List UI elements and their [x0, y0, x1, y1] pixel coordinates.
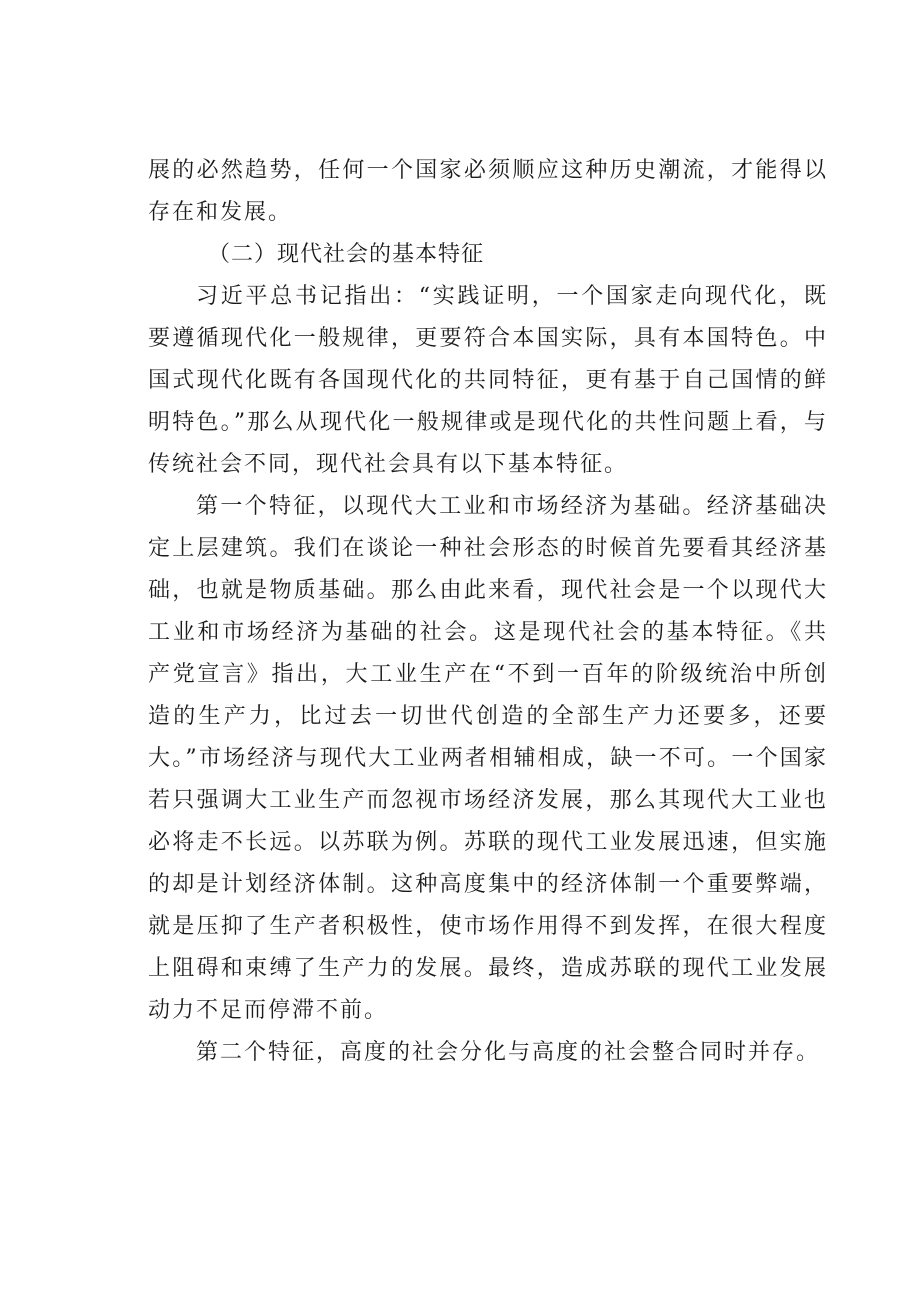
paragraph-quote: 习近平总书记指出：“实践证明，一个国家走向现代化，既要遵循现代化一般规律，更要符合本国实际，具有本国特色。中国式现代化既有各国现代化的共同特征，更有基于自己国情的鲜明特色。”那么从现代化一般规律或是现代化的共性问题上看，与传统社会不同，现代社会具有以下基本特征。 — [148, 284, 828, 477]
section-heading: （二）现代社会的基本特征 — [208, 242, 485, 267]
paragraph-feature-one: 第一个特征，以现代大工业和市场经济为基础。经济基础决定上层建筑。我们在谈论一种社会形态的时候首先要看其经济基础，也就是物质基础。那么由此来看，现代社会是一个以现代大工业和市场经济为基础的社会。这是现代社会的基本特征。《共产党宣言》指出，大工业生产在“不到一百年的阶级统治中所创造的生产力，比过去一切世代创造的全部生产力还要多，还要大。”市场经济与现代大工业两者相辅相成，缺一不可。一个国家若只强调大工业生产而忽视市场经济发展，那么其现代大工业也必将走不长远。以苏联为例。苏联的现代工业发展迅速，但实施的却是计划经济体制。这种高度集中的经济体制一个重要弊端，就是压抑了生产者积极性，使市场作用得不到发挥，在很大程度上阻碍和束缚了生产力的发展。最终，造成苏联的现代工业发展动力不足而停滞不前。 — [148, 494, 828, 1023]
paragraph-continuation: 展的必然趋势，任何一个国家必须顺应这种历史潮流，才能得以存在和发展。 — [148, 158, 828, 225]
document-body — [148, 150, 828, 1074]
paragraph-feature-two: 第二个特征，高度的社会分化与高度的社会整合同时并存。 — [196, 1040, 821, 1065]
